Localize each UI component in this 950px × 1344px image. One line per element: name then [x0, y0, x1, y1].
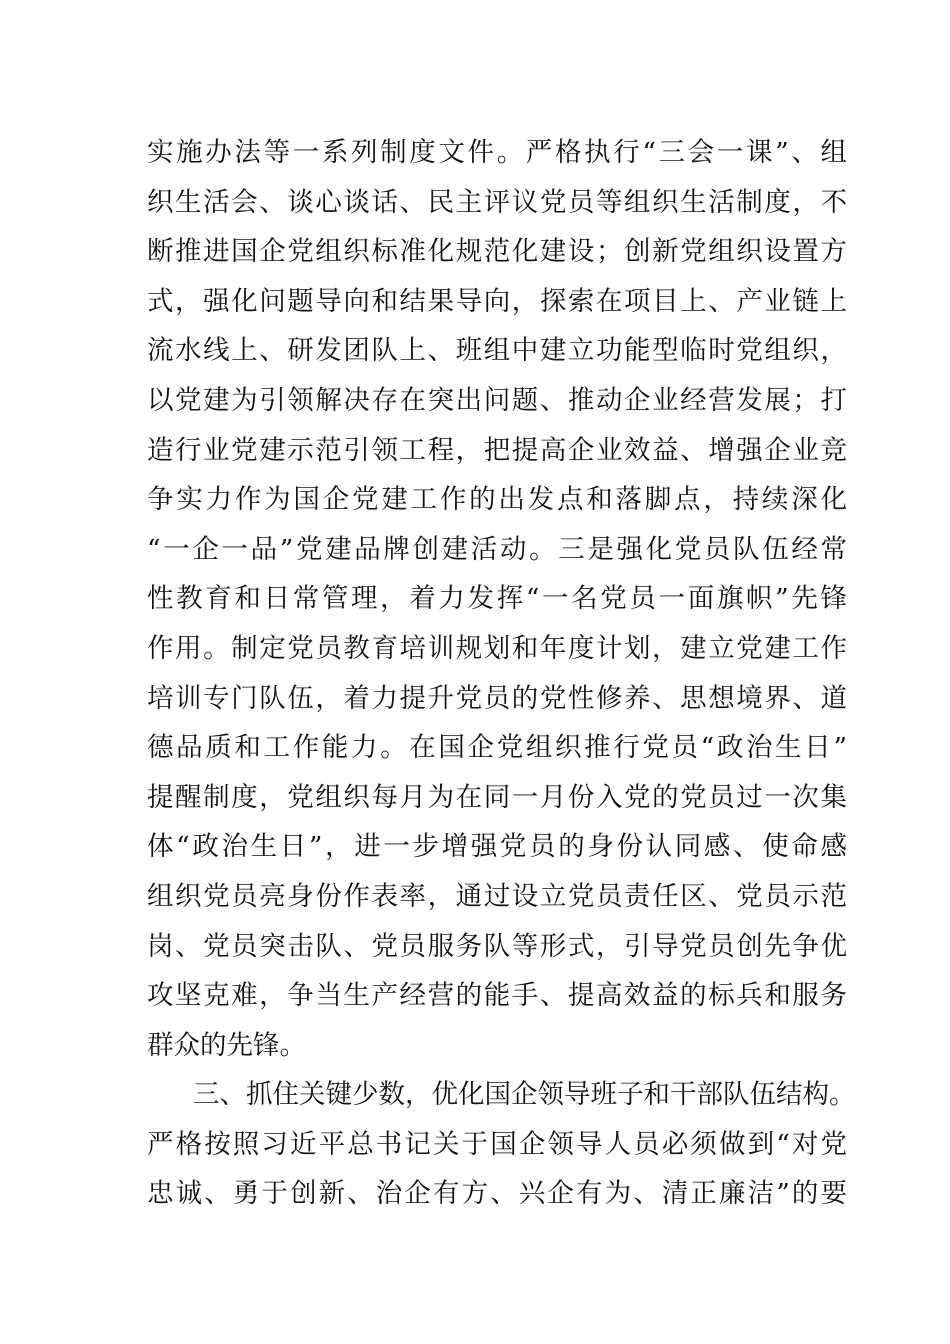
text-line: 争实力作为国企党建工作的出发点和落脚点，持续深化 — [147, 484, 847, 516]
body-text — [147, 128, 856, 1219]
text-line: 严格按照习近平总书记关于国企领导人员必须做到“对党 — [147, 1128, 847, 1160]
paragraph-end-line: 群众的先锋。 — [147, 1029, 306, 1061]
text-line: 式，强化问题导向和结果导向，探索在项目上、产业链上 — [147, 285, 847, 317]
text-line: 作用。制定党员教育培训规划和年度计划，建立党建工作 — [147, 632, 847, 664]
text-line: 组织党员亮身份作表率，通过设立党员责任区、党员示范 — [147, 880, 847, 912]
text-line: 德品质和工作能力。在国企党组织推行党员“政治生日” — [147, 732, 847, 764]
text-line: 体“政治生日”，进一步增强党员的身份认同感、使命感 — [147, 831, 847, 863]
text-line: 织生活会、谈心谈话、民主评议党员等组织生活制度，不 — [147, 186, 847, 218]
text-line: 造行业党建示范引领工程，把提高企业效益、增强企业竞 — [147, 434, 847, 466]
text-line: 以党建为引领解决存在突出问题、推动企业经营发展；打 — [147, 384, 847, 416]
text-line: 攻坚克难，争当生产经营的能手、提高效益的标兵和服务 — [147, 980, 847, 1012]
text-line: 流水线上、研发团队上、班组中建立功能型临时党组织， — [147, 335, 847, 367]
text-line: “一企一品”党建品牌创建活动。三是强化党员队伍经常 — [147, 533, 847, 565]
text-line: 岗、党员突击队、党员服务队等形式，引导党员创先争优 — [147, 930, 847, 962]
text-line: 实施办法等一系列制度文件。严格执行“三会一课”、组 — [147, 137, 847, 168]
text-line: 提醒制度，党组织每月为在同一月份入党的党员过一次集 — [147, 781, 847, 813]
text-line: 培训专门队伍，着力提升党员的党性修养、思想境界、道 — [147, 682, 847, 714]
text-line: 性教育和日常管理，着力发挥“一名党员一面旗帜”先锋 — [147, 583, 847, 615]
text-line: 断推进国企党组织标准化规范化建设；创新党组织设置方 — [147, 236, 847, 268]
text-line: 忠诚、勇于创新、治企有方、兴企有为、清正廉洁”的要 — [147, 1178, 847, 1210]
section-heading-line: 三、抓住关键少数，优化国企领导班子和干部队伍结构。 — [193, 1079, 856, 1111]
